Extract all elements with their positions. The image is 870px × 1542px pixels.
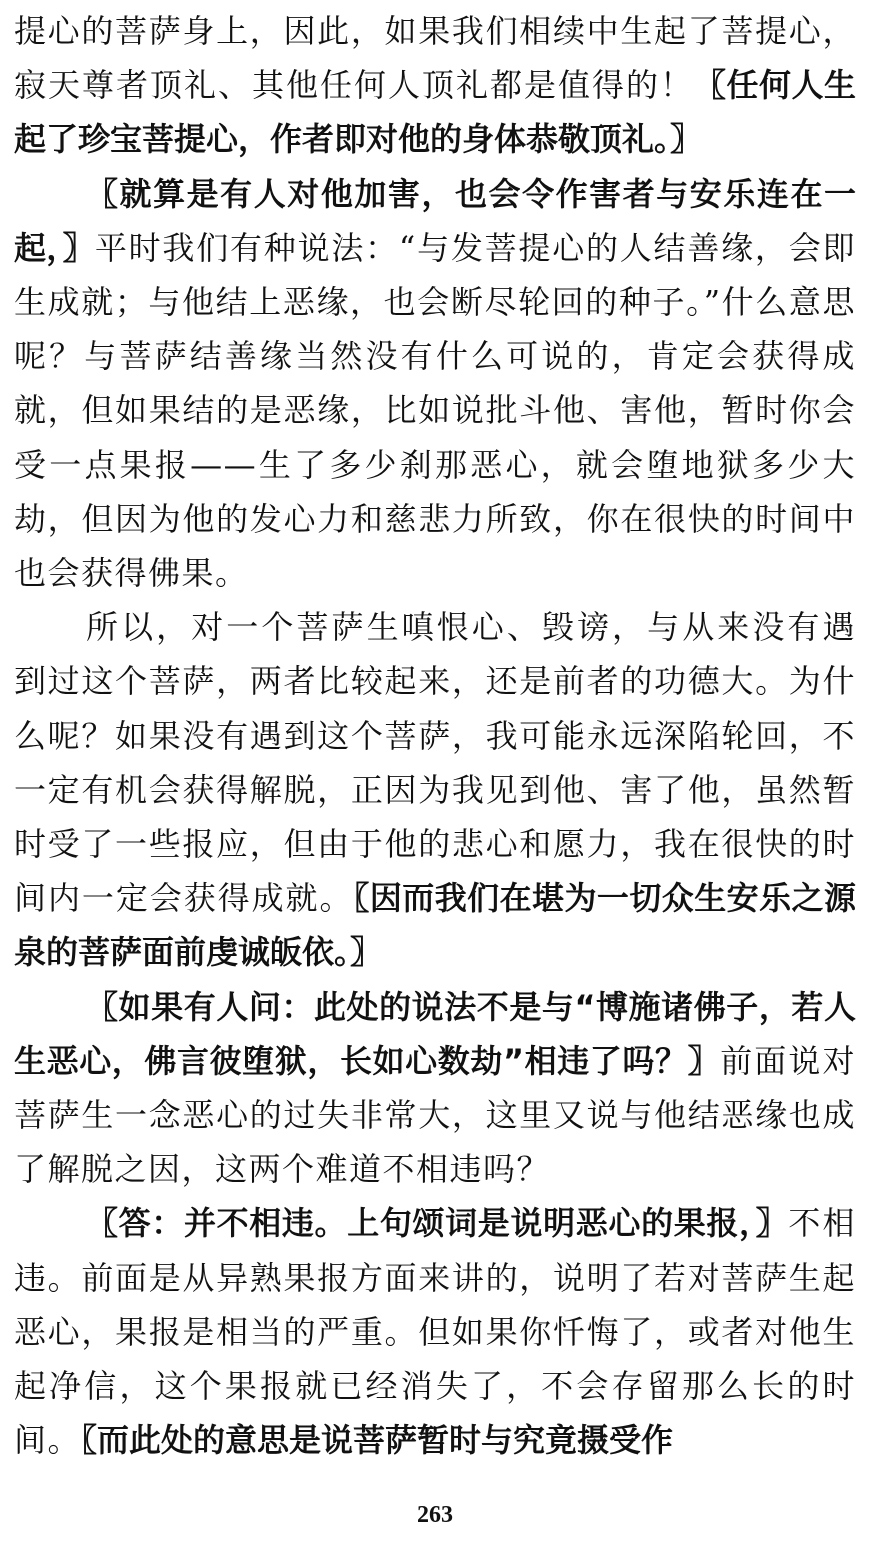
text-segment: 平时我们有种说法：“与发菩提心的人结善缘，会即生成就；与他结上恶缘，也会断尽轮回的种子。”什么意思呢？与菩萨结善缘当然没有什么可说的，肯定会获得成就，但如果结的是恶缘，比如说批斗他、害他，暂时你会受一点果报——生了多少刹那恶心，就会堕地狱多少大劫，但因为他的发心力和慈悲力所致，你在很快的时间中也会获得佛果。 [14, 228, 856, 593]
paragraph-5 [14, 1196, 856, 1467]
paragraph-3 [14, 600, 856, 979]
page-number: 263 [417, 1502, 453, 1528]
page-body [14, 4, 856, 1467]
paragraph-4 [14, 980, 856, 1197]
bold-commentary-segment: 〖如果有人问：此处的说法不是与“博施诸佛子，若人生恶心，佛言彼堕狱，长如心数劫”相违了吗？〗 [14, 987, 856, 1080]
text-segment: 所以，对一个菩萨生嗔恨心、毁谤，与从来没有遇到过这个菩萨，两者比较起来，还是前者的功德大。为什么呢？如果没有遇到这个菩萨，我可能永远深陷轮回，不一定有机会获得解脱，正因为我见到他、害了他，虽然暂时受了一些报应，但由于他的悲心和愿力，我在很快的时间内一定会获得成就。 [14, 608, 856, 918]
paragraph-1 [14, 4, 856, 167]
bold-commentary-segment: 〖任何人生起了珍宝菩提心，作者即对他的身体恭敬顶礼。〗 [14, 66, 856, 159]
text-segment: 前面说对菩萨生一念恶心的过失非常大，这里又说与他结恶缘也成了解脱之因，这两个难道不相违吗？ [14, 1041, 856, 1189]
bold-commentary-segment: 〖答：并不相违。上句颂词是说明恶心的果报，〗 [86, 1204, 789, 1243]
bold-commentary-segment: 〖而此处的意思是说菩萨暂时与究竟摄受作 [81, 1421, 674, 1460]
text-segment: 不相违。前面是从异熟果报方面来讲的，说明了若对菩萨生起恶心，果报是相当的严重。但如果你忏悔了，或者对他生起净信，这个果报就已经消失了，不会存留那么长的时间。 [14, 1204, 856, 1460]
text-segment: 提心的菩萨身上，因此，如果我们相续中生起了菩提心，寂天尊者顶礼、其他任何人顶礼都是值得的！ [14, 12, 856, 105]
paragraph-2 [14, 167, 856, 601]
bold-commentary-segment: 〖就算是有人对他加害，也会令作害者与安乐连在一起，〗 [14, 174, 856, 267]
bold-commentary-segment: 〖因而我们在堪为一切众生安乐之源泉的菩萨面前虔诚皈依。〗 [14, 879, 856, 972]
